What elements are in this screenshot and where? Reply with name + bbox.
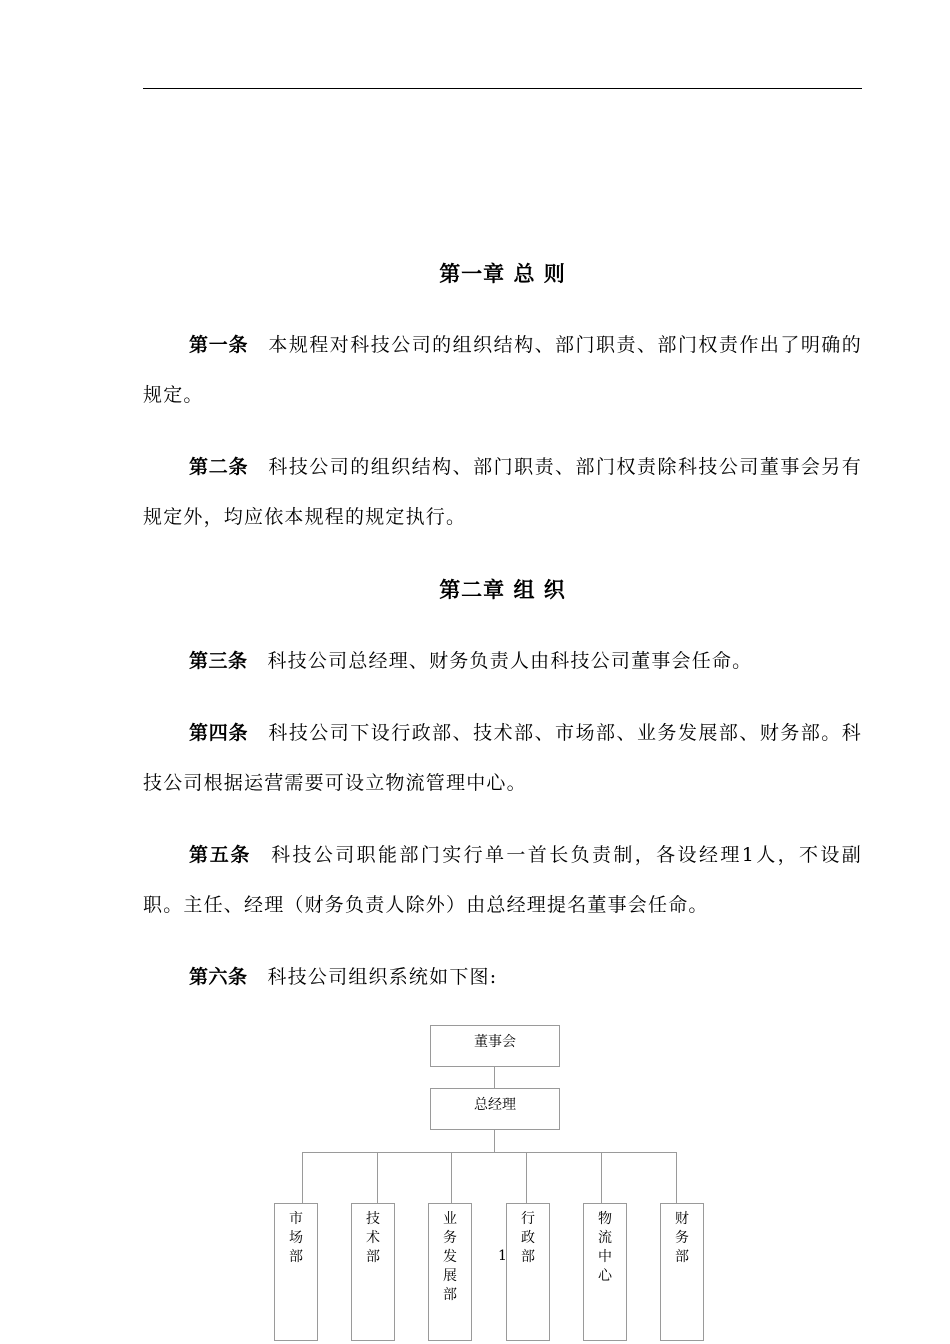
- connector-board-gm: [494, 1067, 495, 1088]
- header-rule: [143, 88, 862, 89]
- connector-gm-bus: [494, 1130, 495, 1152]
- article-3: [143, 636, 862, 686]
- connector-drop: [302, 1152, 303, 1203]
- article-5-label: 第五条: [189, 844, 252, 866]
- org-box-dept: 市场部: [274, 1203, 318, 1341]
- org-box-dept: 行政部: [506, 1203, 550, 1341]
- article-1-text: 本规程对科技公司的组织结构、部门职责、部门权责作出了明确的规定。: [143, 334, 862, 406]
- article-2-label: 第二条: [189, 456, 249, 478]
- article-1-label: 第一条: [189, 334, 249, 356]
- org-box-gm: 总经理: [430, 1088, 560, 1130]
- connector-drop: [676, 1152, 677, 1203]
- article-3-text: 科技公司总经理、财务负责人由科技公司董事会任命。: [267, 650, 753, 672]
- connector-drop: [451, 1152, 452, 1203]
- article-5-text: 科技公司职能部门实行单一首长负责制，各设经理1人，不设副职。主任、经理（财务负责人除外）由总经理提名董事会任命。: [143, 844, 862, 916]
- article-6-label: 第六条: [189, 966, 248, 988]
- article-4: [143, 708, 862, 808]
- article-2: [143, 442, 862, 542]
- org-box-dept: 业务发展部: [428, 1203, 472, 1341]
- article-2-text: 科技公司的组织结构、部门职责、部门权责除科技公司董事会另有规定外，均应依本规程的规定执行。: [143, 456, 862, 528]
- article-3-label: 第三条: [189, 650, 248, 672]
- article-5: [143, 830, 862, 930]
- org-box-dept: 技术部: [351, 1203, 395, 1341]
- chapter-2-title: 第二章 组 织: [439, 578, 566, 602]
- org-box-dept: 物流中心: [583, 1203, 627, 1341]
- article-1: [143, 320, 862, 420]
- article-6-text: 科技公司组织系统如下图:: [267, 966, 498, 988]
- article-4-text: 科技公司下设行政部、技术部、市场部、业务发展部、财务部。科技公司根据运营需要可设立物流管理中心。: [143, 722, 862, 794]
- org-box-dept: 财务部: [660, 1203, 704, 1341]
- article-4-label: 第四条: [189, 722, 249, 744]
- connector-bus: [302, 1152, 676, 1153]
- chapter-1-title: 第一章 总 则: [439, 262, 566, 286]
- connector-drop: [377, 1152, 378, 1203]
- article-6: [143, 952, 862, 1002]
- connector-drop: [526, 1152, 527, 1203]
- connector-drop: [601, 1152, 602, 1203]
- page-number: 1: [498, 1248, 507, 1264]
- org-box-board: 董事会: [430, 1025, 560, 1067]
